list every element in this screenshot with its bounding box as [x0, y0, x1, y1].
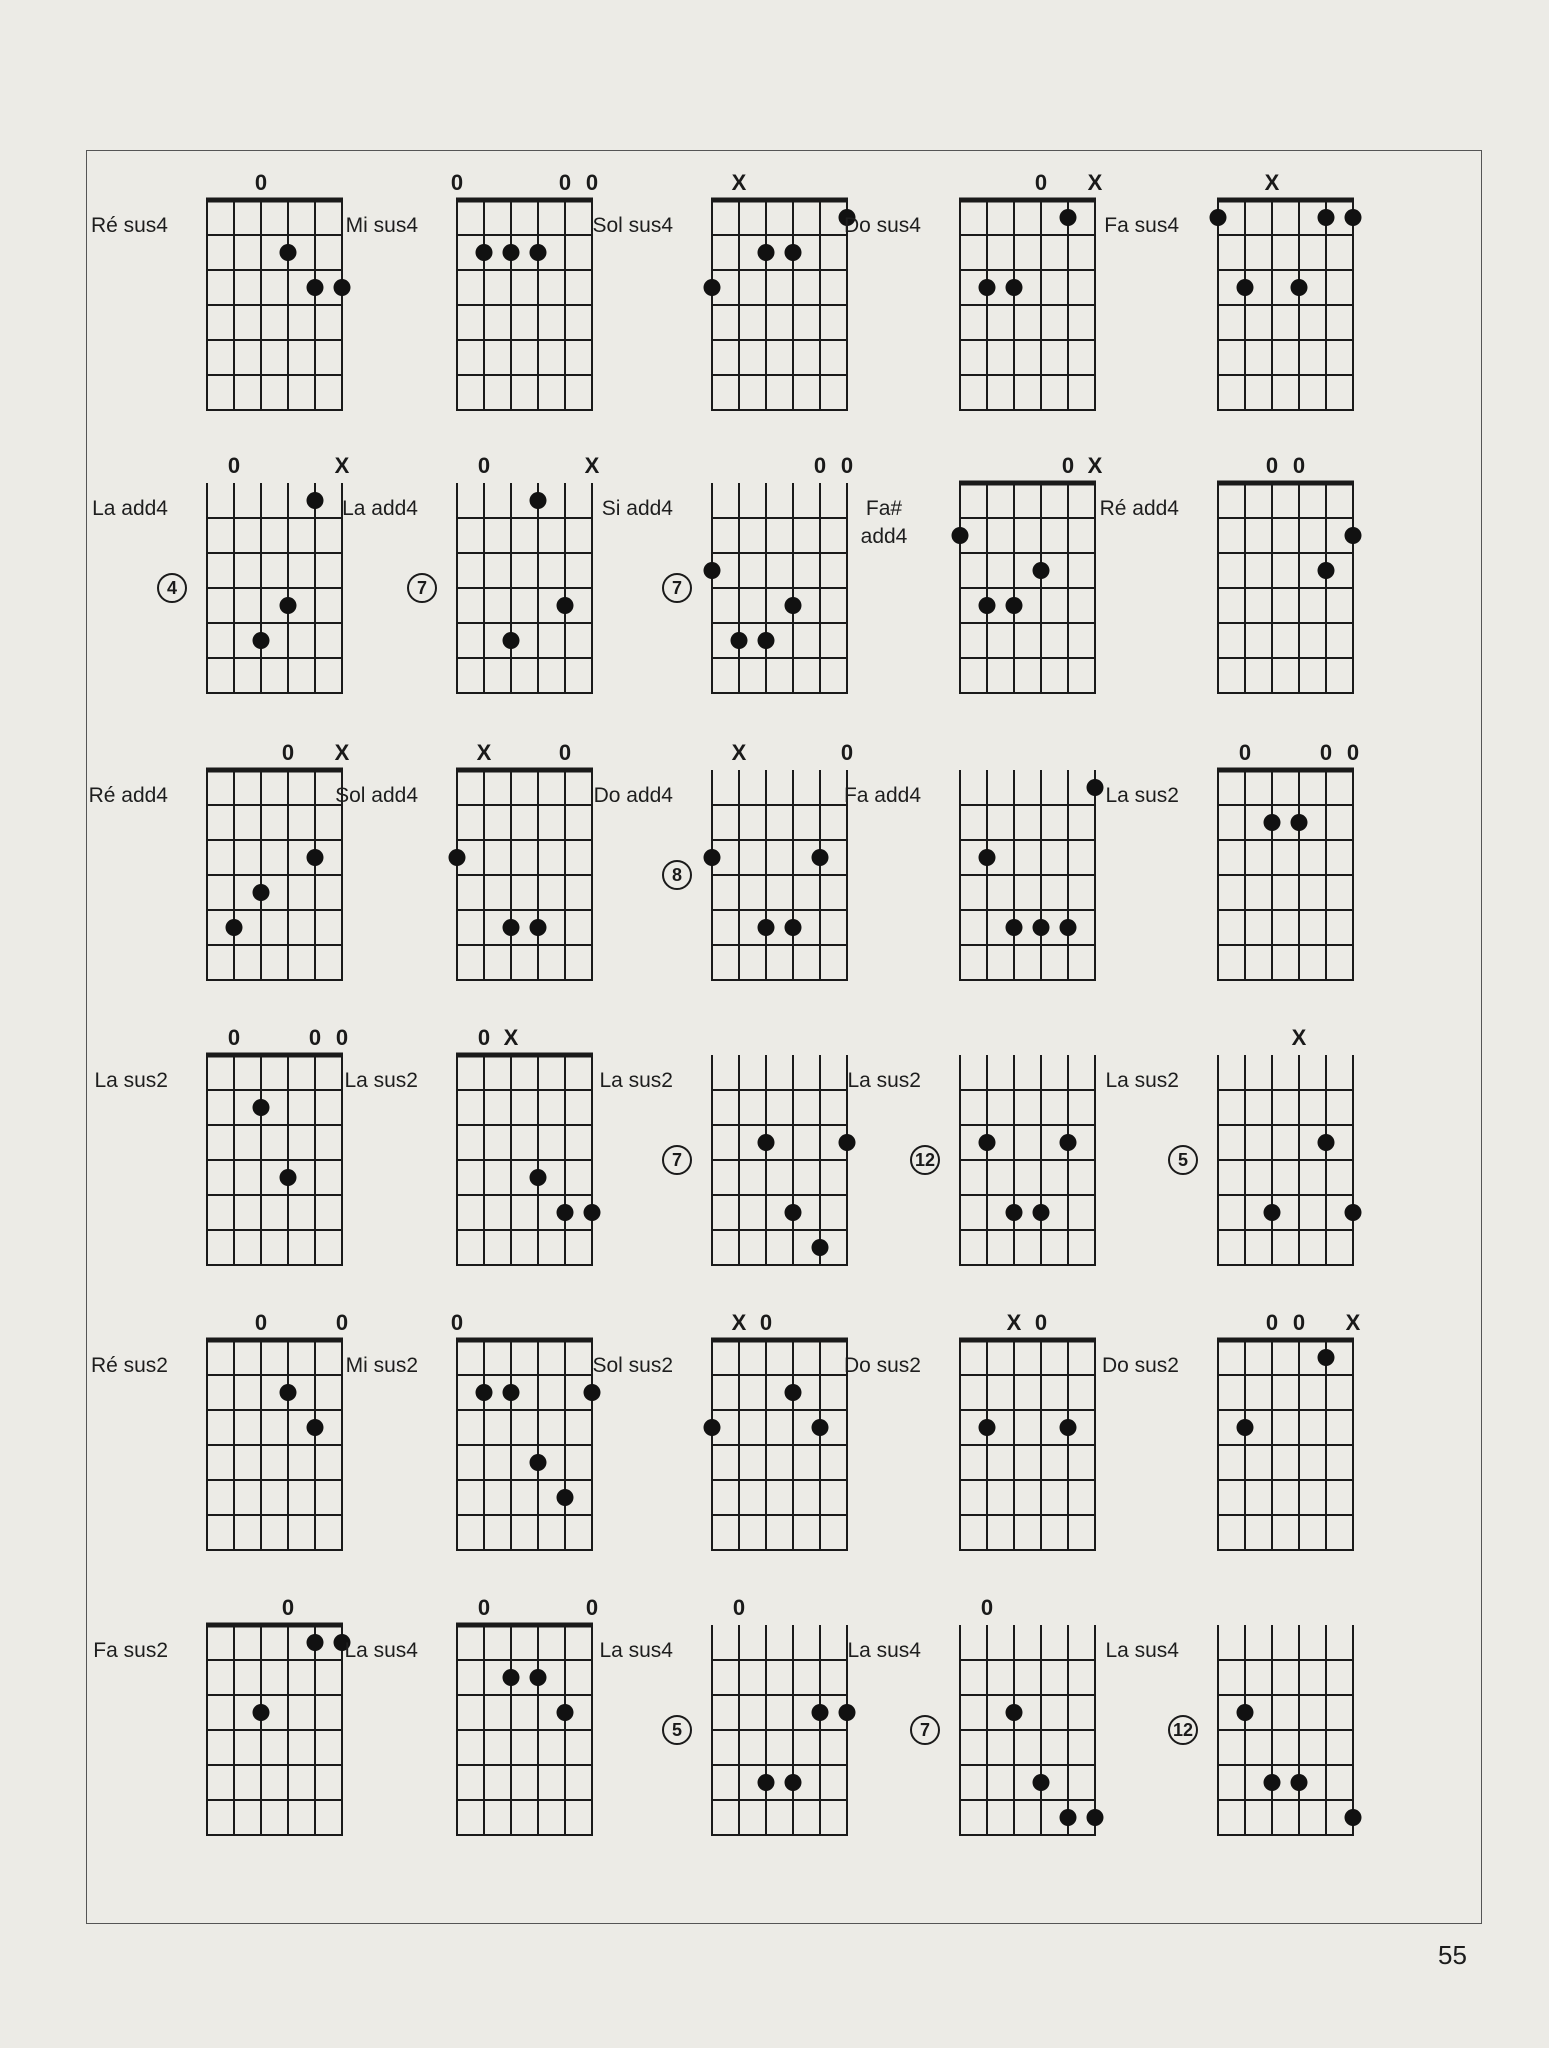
chord-name: La sus2 — [599, 1069, 673, 1092]
finger-dot — [253, 1099, 270, 1116]
chord-diagram — [57, 1300, 349, 1590]
page-number: 55 — [1438, 1940, 1467, 1970]
chord-name: La sus2 — [1105, 1069, 1179, 1092]
open-string-mark: 0 — [254, 170, 268, 195]
finger-dot — [704, 849, 721, 866]
open-string-mark: 0 — [1034, 1310, 1048, 1335]
chord-diagram — [1068, 443, 1328, 733]
muted-string-mark: X — [1006, 1310, 1022, 1335]
finger-dot — [503, 632, 520, 649]
chord-name: Ré sus2 — [90, 1354, 168, 1377]
open-string-mark: 0 — [759, 1310, 773, 1335]
chord-diagram — [562, 1300, 822, 1590]
chord-name: Fa# add4 — [860, 497, 908, 548]
finger-dot — [253, 884, 270, 901]
finger-dot — [1033, 919, 1050, 936]
muted-string-mark: X — [1291, 1025, 1307, 1050]
chord-name: Fa sus4 — [1104, 214, 1179, 237]
fretboard-grid — [1206, 764, 1365, 988]
chord-diagram — [57, 1015, 349, 1305]
finger-dot — [785, 1384, 802, 1401]
fretboard-grid — [1206, 477, 1365, 701]
finger-dot — [1033, 1774, 1050, 1791]
finger-dot — [1264, 814, 1281, 831]
finger-dot — [530, 1669, 547, 1686]
finger-dot — [503, 1384, 520, 1401]
muted-string-mark: X — [731, 740, 747, 765]
chord-diagram — [562, 730, 854, 1020]
finger-dot — [979, 597, 996, 614]
chord-name: Mi sus4 — [345, 214, 418, 237]
finger-dot — [280, 597, 297, 614]
chord-diagram — [562, 1015, 822, 1305]
finger-dot — [280, 244, 297, 261]
finger-dot — [1006, 1204, 1023, 1221]
finger-dot — [758, 632, 775, 649]
finger-dot — [785, 244, 802, 261]
muted-string-mark: X — [334, 740, 350, 765]
fret-position-marker: 7 — [407, 573, 437, 603]
muted-string-mark: X — [334, 453, 350, 478]
muted-string-mark: X — [1087, 453, 1103, 478]
chord-diagram — [810, 160, 1103, 450]
fret-position-marker: 12 — [1168, 1715, 1198, 1745]
fretboard-grid — [1206, 194, 1365, 418]
chord-diagram — [810, 1585, 1070, 1875]
fretboard-grid — [1206, 1334, 1365, 1558]
chord-name: La sus2 — [344, 1069, 418, 1092]
fret-position-marker: 12 — [910, 1145, 940, 1175]
open-string-mark: 0 — [335, 1025, 349, 1050]
chord-diagram — [1068, 730, 1360, 1020]
finger-dot — [1264, 1204, 1281, 1221]
chord-name: Ré add4 — [1099, 497, 1179, 520]
finger-dot — [704, 279, 721, 296]
open-string-mark: 0 — [732, 1595, 746, 1620]
open-string-mark: 0 — [813, 453, 827, 478]
chord-name: Do sus2 — [843, 1354, 921, 1377]
muted-string-mark: X — [1087, 170, 1103, 195]
finger-dot — [785, 597, 802, 614]
open-string-mark: 0 — [281, 740, 295, 765]
chord-diagram — [1068, 1585, 1328, 1875]
fret-position-marker: 4 — [157, 573, 187, 603]
finger-dot — [704, 562, 721, 579]
open-string-mark: 0 — [477, 1595, 491, 1620]
finger-dot — [785, 1774, 802, 1791]
open-string-mark: 0 — [558, 740, 572, 765]
open-string-mark: 0 — [585, 1595, 599, 1620]
chord-name: Sol sus2 — [592, 1354, 673, 1377]
muted-string-mark: X — [731, 1310, 747, 1335]
finger-dot — [1291, 279, 1308, 296]
fret-position-marker: 8 — [662, 860, 692, 890]
open-string-mark: 0 — [477, 453, 491, 478]
chord-diagram — [57, 443, 350, 733]
chord-diagram — [1068, 1300, 1361, 1590]
finger-dot — [1345, 1204, 1362, 1221]
chord-diagram — [1068, 1015, 1328, 1305]
finger-dot — [1318, 209, 1335, 226]
finger-dot — [979, 279, 996, 296]
finger-dot — [530, 1169, 547, 1186]
finger-dot — [1291, 814, 1308, 831]
fret-position-marker: 7 — [662, 1145, 692, 1175]
finger-dot — [226, 919, 243, 936]
finger-dot — [449, 849, 466, 866]
finger-dot — [979, 1419, 996, 1436]
chord-name: Si add4 — [601, 497, 673, 520]
finger-dot — [785, 919, 802, 936]
open-string-mark: 0 — [450, 170, 464, 195]
finger-dot — [1006, 597, 1023, 614]
finger-dot — [1318, 1134, 1335, 1151]
chord-name: La sus4 — [847, 1639, 921, 1662]
finger-dot — [280, 1384, 297, 1401]
chord-diagram — [57, 730, 350, 1020]
open-string-mark: 0 — [1319, 740, 1333, 765]
finger-dot — [1345, 209, 1362, 226]
open-string-mark: 0 — [585, 170, 599, 195]
open-string-mark: 0 — [1034, 170, 1048, 195]
finger-dot — [476, 244, 493, 261]
chord-diagram — [57, 1585, 317, 1875]
chord-name: La sus2 — [1105, 784, 1179, 807]
chord-name: La sus4 — [599, 1639, 673, 1662]
finger-dot — [1345, 1809, 1362, 1826]
chord-name: Ré sus4 — [90, 214, 168, 237]
finger-dot — [1345, 527, 1362, 544]
finger-dot — [1237, 1419, 1254, 1436]
chord-name: La add4 — [342, 497, 418, 520]
open-string-mark: 0 — [227, 453, 241, 478]
chord-name: La add4 — [92, 497, 168, 520]
chord-diagram — [562, 1585, 822, 1875]
open-string-mark: 0 — [980, 1595, 994, 1620]
open-string-mark: 0 — [840, 740, 854, 765]
finger-dot — [1006, 279, 1023, 296]
open-string-mark: 0 — [335, 1310, 349, 1335]
finger-dot — [253, 1704, 270, 1721]
finger-dot — [503, 919, 520, 936]
finger-dot — [280, 1169, 297, 1186]
finger-dot — [952, 527, 969, 544]
open-string-mark: 0 — [450, 1310, 464, 1335]
chord-name: Do sus2 — [1101, 1354, 1179, 1377]
fret-position-marker: 5 — [662, 1715, 692, 1745]
chord-diagram — [1068, 160, 1328, 450]
finger-dot — [758, 919, 775, 936]
open-string-mark: 0 — [1292, 453, 1306, 478]
chord-name: Sol sus4 — [592, 214, 673, 237]
chord-name: La sus2 — [847, 1069, 921, 1092]
finger-dot — [476, 1384, 493, 1401]
chord-diagram — [307, 160, 599, 450]
finger-dot — [704, 1419, 721, 1436]
finger-dot — [785, 1204, 802, 1221]
chord-name: Do add4 — [593, 784, 673, 807]
chord-diagram — [57, 160, 317, 450]
chord-diagram — [810, 730, 1070, 1020]
muted-string-mark: X — [584, 453, 600, 478]
finger-dot — [503, 1669, 520, 1686]
finger-dot — [1033, 562, 1050, 579]
finger-dot — [758, 1774, 775, 1791]
fret-position-marker: 7 — [662, 573, 692, 603]
chord-name: Mi sus2 — [345, 1354, 418, 1377]
fretboard-grid — [1206, 1049, 1365, 1273]
finger-dot — [530, 244, 547, 261]
open-string-mark: 0 — [1292, 1310, 1306, 1335]
finger-dot — [253, 632, 270, 649]
muted-string-mark: X — [1345, 1310, 1361, 1335]
finger-dot — [1210, 209, 1227, 226]
chord-diagram — [810, 443, 1103, 733]
chord-diagram — [307, 730, 572, 1020]
fret-position-marker: 7 — [910, 1715, 940, 1745]
muted-string-mark: X — [1264, 170, 1280, 195]
finger-dot — [1033, 1204, 1050, 1221]
chord-diagram — [810, 1300, 1070, 1590]
finger-dot — [731, 632, 748, 649]
fretboard-grid — [1206, 1619, 1365, 1843]
finger-dot — [1318, 562, 1335, 579]
open-string-mark: 0 — [254, 1310, 268, 1335]
finger-dot — [1291, 1774, 1308, 1791]
finger-dot — [1318, 1349, 1335, 1366]
finger-dot — [979, 849, 996, 866]
open-string-mark: 0 — [1238, 740, 1252, 765]
chord-name: Sol add4 — [335, 784, 418, 807]
open-string-mark: 0 — [840, 453, 854, 478]
open-string-mark: 0 — [558, 170, 572, 195]
chord-name: La sus2 — [94, 1069, 168, 1092]
finger-dot — [1006, 919, 1023, 936]
open-string-mark: 0 — [281, 1595, 295, 1620]
muted-string-mark: X — [476, 740, 492, 765]
finger-dot — [530, 492, 547, 509]
chord-diagram — [307, 1585, 599, 1875]
finger-dot — [1237, 279, 1254, 296]
finger-dot — [503, 244, 520, 261]
chord-diagram — [307, 1300, 567, 1590]
muted-string-mark: X — [503, 1025, 519, 1050]
finger-dot — [530, 919, 547, 936]
chord-name: La sus4 — [344, 1639, 418, 1662]
open-string-mark: 0 — [1346, 740, 1360, 765]
finger-dot — [1006, 1704, 1023, 1721]
chord-diagram — [562, 443, 854, 733]
open-string-mark: 0 — [1265, 453, 1279, 478]
fret-position-marker: 5 — [1168, 1145, 1198, 1175]
chord-diagram — [562, 160, 822, 450]
open-string-mark: 0 — [1265, 1310, 1279, 1335]
chord-name: Fa add4 — [843, 784, 921, 807]
open-string-mark: 0 — [308, 1025, 322, 1050]
finger-dot — [758, 244, 775, 261]
finger-dot — [758, 1134, 775, 1151]
finger-dot — [1237, 1704, 1254, 1721]
open-string-mark: 0 — [477, 1025, 491, 1050]
chord-name: La sus4 — [1105, 1639, 1179, 1662]
open-string-mark: 0 — [227, 1025, 241, 1050]
chord-diagram — [307, 443, 600, 733]
finger-dot — [1264, 1774, 1281, 1791]
muted-string-mark: X — [731, 170, 747, 195]
chord-diagram — [307, 1015, 567, 1305]
chord-name: Do sus4 — [843, 214, 921, 237]
chord-name: Fa sus2 — [93, 1639, 168, 1662]
finger-dot — [979, 1134, 996, 1151]
chord-diagram — [810, 1015, 1070, 1305]
open-string-mark: 0 — [1061, 453, 1075, 478]
chord-name: Ré add4 — [88, 784, 168, 807]
finger-dot — [530, 1454, 547, 1471]
